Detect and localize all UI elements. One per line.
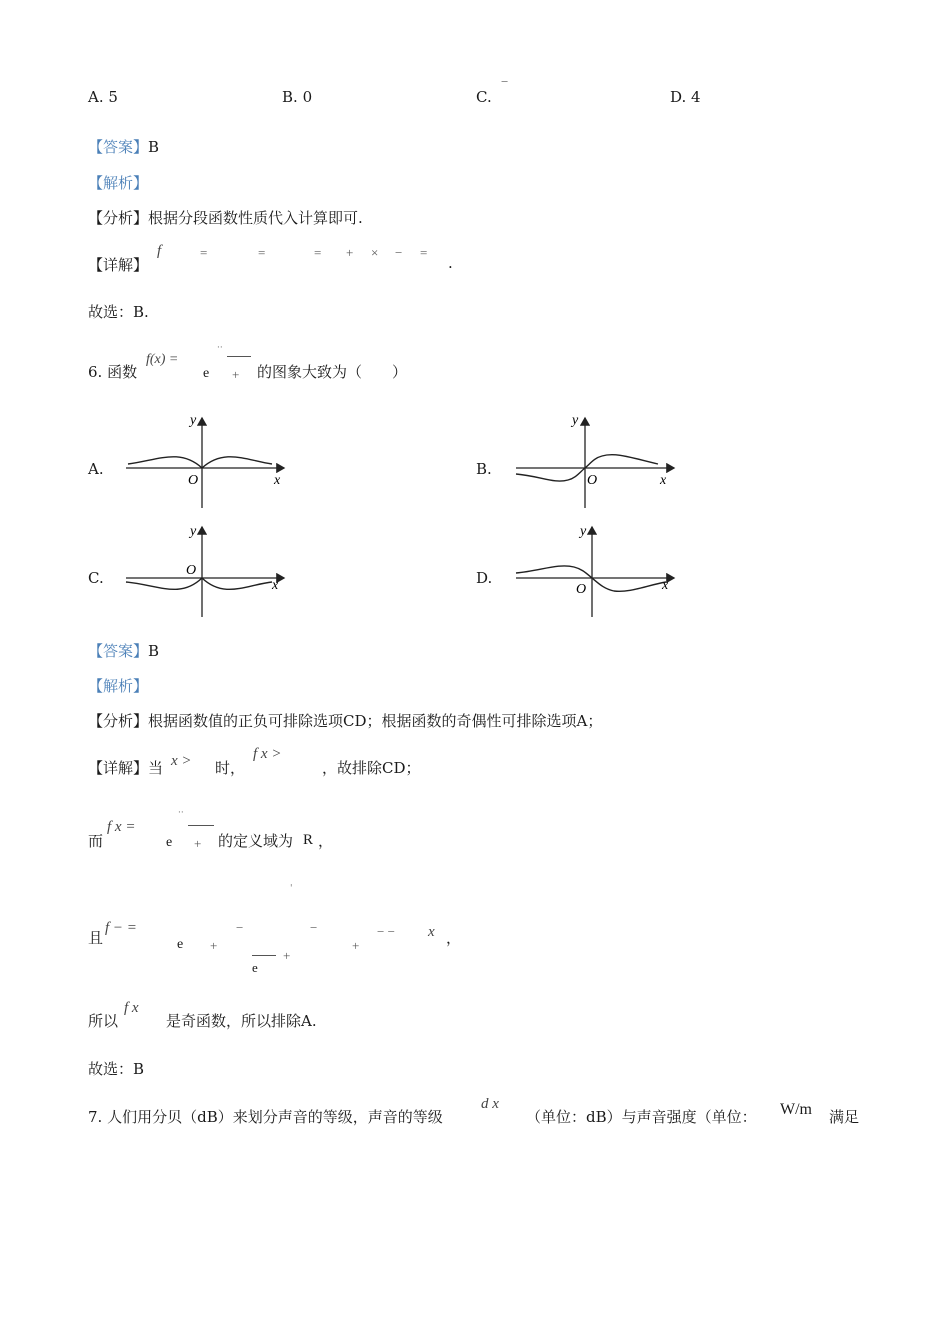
q6-option-b-label: B. — [476, 460, 492, 478]
sol6-odd-e1: e — [177, 937, 184, 952]
sol6-analysis-tag: 【解析】 — [88, 677, 149, 695]
sol6-detail-label: 【详解】当 — [88, 759, 164, 777]
y-label: y — [190, 524, 197, 539]
sol6-odd-end: ， — [446, 929, 462, 947]
sol6-odd-plus1: + — [210, 938, 218, 953]
sol6-detail-f: f x > — [253, 746, 282, 762]
q6-suffix: 的图象大致为（ ） — [257, 363, 408, 381]
sol5-detail-label: 【详解】 — [88, 256, 149, 274]
sol5-detail-end: . — [448, 254, 453, 272]
sol6-odd-minus3: − − — [377, 924, 395, 939]
sol6-odd-minus2: − — [310, 920, 318, 935]
sol6-odd-x: x — [428, 924, 435, 940]
sol5-conclusion: 故选：B. — [88, 303, 149, 321]
q6-dots: ·· — [217, 343, 223, 353]
sol6-domain-f: f x = — [107, 819, 136, 835]
q7-text-1: 7. 人们用分贝（dB）来划分声音的等级，声音的等级 — [88, 1108, 443, 1126]
y-label: y — [572, 413, 579, 428]
sol5-op-1: = — [200, 245, 208, 260]
curve — [126, 578, 272, 589]
sol5-analysis: 【分析】根据分段函数性质代入计算即可. — [88, 209, 363, 227]
q6-option-a-label: A. — [88, 460, 104, 478]
origin-label: O — [186, 563, 197, 578]
sol5-op-6: − — [395, 245, 403, 260]
origin-label: O — [188, 473, 199, 488]
sol6-detail-exclude: ，故排除CD； — [322, 759, 421, 777]
graph-b — [508, 412, 683, 512]
sol5-op-5: × — [371, 245, 379, 260]
q6-option-d-label: D. — [476, 569, 493, 587]
sol6-domain-end: ， — [318, 832, 334, 850]
sol6-so-f: f x — [124, 1000, 139, 1016]
origin-label: O — [587, 473, 598, 488]
q7-text-2: （单位：dB）与声音强度（单位： — [526, 1108, 757, 1126]
sol6-domain-R: R — [303, 832, 314, 848]
sol6-odd-minus1: − — [236, 920, 244, 935]
sol6-domain-plus: + — [194, 836, 202, 851]
sol5-answer: 【答案】B — [88, 138, 160, 156]
x-label: x — [662, 578, 669, 593]
x-label: x — [660, 473, 667, 488]
sol6-answer: 【答案】B — [88, 642, 160, 660]
curve — [128, 457, 272, 468]
origin-label: O — [576, 582, 587, 597]
graph-d — [508, 521, 683, 621]
q5-option-c: C. — [476, 88, 492, 106]
sol6-odd-e2: e — [252, 960, 258, 975]
q6-plus: + — [232, 367, 240, 382]
sol6-detail-cond: x > — [171, 753, 192, 769]
y-label: y — [580, 524, 587, 539]
sol6-so-prefix: 所以 — [88, 1012, 119, 1030]
x-label: x — [274, 473, 281, 488]
sol6-domain-fraction-bar — [188, 825, 214, 826]
q7-unit: W/m — [780, 1101, 812, 1118]
sol6-detail-time: 时， — [215, 759, 246, 777]
sol6-domain-prefix: 而 — [88, 832, 104, 850]
sol6-odd-f: f − = — [105, 920, 137, 936]
q5-option-c-fragment: − — [501, 74, 509, 89]
q7-text-3: 满足 — [829, 1108, 860, 1126]
sol6-mark: ' — [290, 884, 293, 894]
q6-number: 6. 函数 — [88, 363, 138, 381]
sol6-domain-e: e — [166, 835, 173, 850]
graph-c — [118, 521, 293, 621]
sol5-op-4: + — [346, 245, 354, 260]
sol6-domain-dots: ·· — [178, 808, 184, 818]
graph-a — [118, 412, 293, 512]
sol6-odd-prefix: 且 — [88, 929, 104, 947]
sol5-op-3: = — [314, 245, 322, 260]
sol5-op-2: = — [258, 245, 266, 260]
q5-option-d: D. 4 — [670, 88, 701, 106]
q5-option-a: A. 5 — [88, 88, 118, 106]
sol6-conclusion: 故选：B — [88, 1060, 145, 1078]
sol5-analysis-tag: 【解析】 — [88, 174, 149, 192]
q6-fraction-bar — [227, 356, 251, 357]
sol5-op-7: = — [420, 245, 428, 260]
q6-option-c-label: C. — [88, 569, 104, 587]
q6-e: e — [203, 366, 210, 381]
sol6-odd-plus3: + — [352, 938, 360, 953]
sol6-odd-fraction-bar — [252, 955, 276, 956]
q7-d-x: d x — [481, 1096, 499, 1112]
sol6-analysis: 【分析】根据函数值的正负可排除选项CD；根据函数的奇偶性可排除选项A； — [88, 712, 603, 730]
sol6-so-text: 是奇函数，所以排除A. — [166, 1012, 317, 1030]
sol5-detail-f: f — [157, 243, 162, 259]
q6-function: f(x) = — [146, 352, 179, 367]
sol6-odd-plus2: + — [283, 948, 291, 963]
sol6-domain-text: 的定义域为 — [218, 832, 294, 850]
x-label: x — [272, 578, 279, 593]
y-label: y — [190, 413, 197, 428]
q5-option-b: B. 0 — [282, 88, 313, 106]
